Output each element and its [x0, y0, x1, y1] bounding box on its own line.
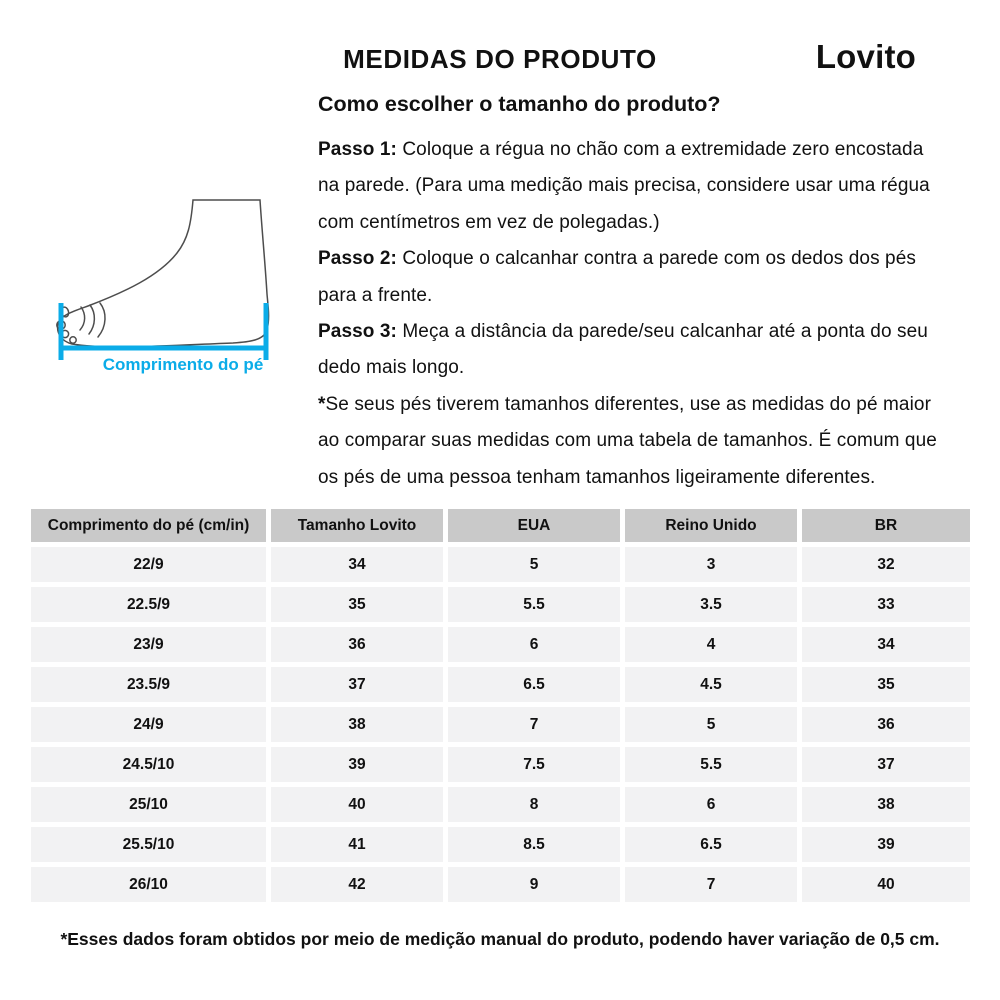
cell: 7: [448, 707, 620, 742]
page-title: MEDIDAS DO PRODUTO: [343, 44, 657, 74]
cell: 35: [802, 667, 970, 702]
cell: 5: [625, 707, 797, 742]
cell: 5: [448, 547, 620, 582]
guide-section: [318, 92, 946, 496]
cell: 23/9: [31, 627, 266, 662]
step-2-label: Passo 2:: [318, 248, 397, 270]
cell: 38: [271, 707, 443, 742]
cell: 7: [625, 867, 797, 902]
cell: 40: [271, 787, 443, 822]
col-header-us: EUA: [448, 509, 620, 542]
table-row: [31, 827, 970, 862]
cell: 36: [802, 707, 970, 742]
cell: 25/10: [31, 787, 266, 822]
table-row: [31, 867, 970, 902]
step-2-text: Coloque o calcanhar contra a parede com os dedos dos pés para a frente.: [318, 248, 916, 306]
cell: 32: [802, 547, 970, 582]
cell: 22.5/9: [31, 587, 266, 622]
step-2: [318, 241, 946, 314]
table-row: [31, 787, 970, 822]
cell: 24.5/10: [31, 747, 266, 782]
cell: 26/10: [31, 867, 266, 902]
size-table: [26, 504, 975, 907]
cell: 25.5/10: [31, 827, 266, 862]
guide-heading: Como escolher o tamanho do produto?: [318, 92, 721, 116]
cell: 3: [625, 547, 797, 582]
cell: 23.5/9: [31, 667, 266, 702]
step-3-label: Passo 3:: [318, 321, 397, 343]
cell: 22/9: [31, 547, 266, 582]
cell: 4: [625, 627, 797, 662]
cell: 5.5: [448, 587, 620, 622]
cell: 36: [271, 627, 443, 662]
foot-outline: [57, 200, 269, 347]
cell: 3.5: [625, 587, 797, 622]
col-header-lovito-size: Tamanho Lovito: [271, 509, 443, 542]
cell: 8.5: [448, 827, 620, 862]
sizing-note-text: Se seus pés tiverem tamanhos diferentes, use as medidas do pé maior ao comparar suas medidas com uma tabela de tamanhos. É comum que os pés de uma pessoa tenham tamanhos ligeiramente diferentes.: [318, 393, 937, 488]
cell: 4.5: [625, 667, 797, 702]
cell: 38: [802, 787, 970, 822]
col-header-uk: Reino Unido: [625, 509, 797, 542]
cell: 6.5: [625, 827, 797, 862]
cell: 24/9: [31, 707, 266, 742]
cell: 5.5: [625, 747, 797, 782]
foot-length-label: Comprimento do pé: [102, 355, 264, 374]
table-row: [31, 667, 970, 702]
cell: 41: [271, 827, 443, 862]
cell: 39: [802, 827, 970, 862]
table-row: [31, 587, 970, 622]
cell: 7.5: [448, 747, 620, 782]
size-table-head: [31, 509, 970, 542]
cell: 9: [448, 867, 620, 902]
step-1-label: Passo 1:: [318, 139, 397, 160]
lovito-logo: Lovito: [815, 38, 916, 75]
cell: 40: [802, 867, 970, 902]
sizing-note-asterisk: *: [318, 393, 326, 415]
cell: 33: [802, 587, 970, 622]
step-1-text: Coloque a régua no chão com a extremidade zero encostada na parede. (Para uma medição mais precisa, considere usar uma régua com centímetros em vez de polegadas.): [318, 139, 930, 233]
header-row: [31, 509, 970, 542]
step-3-text: Meça a distância da parede/seu calcanhar até a ponta do seu dedo mais longo.: [318, 321, 928, 379]
cell: 35: [271, 587, 443, 622]
table-row: [31, 747, 970, 782]
table-row: [31, 627, 970, 662]
foot-diagram: [28, 186, 278, 364]
cell: 42: [271, 867, 443, 902]
cell: 6: [625, 787, 797, 822]
col-header-foot-length: Comprimento do pé (cm/in): [31, 509, 266, 542]
cell: 34: [271, 547, 443, 582]
measurement-disclaimer: *Esses dados foram obtidos por meio de medição manual do produto, podendo haver variação de 0,5 cm.: [60, 929, 940, 949]
cell: 37: [271, 667, 443, 702]
step-1: [318, 132, 946, 241]
cell: 39: [271, 747, 443, 782]
cell: 6: [448, 627, 620, 662]
cell: 6.5: [448, 667, 620, 702]
table-row: [31, 547, 970, 582]
sizing-note: [318, 387, 946, 496]
table-row: [31, 707, 970, 742]
cell: 34: [802, 627, 970, 662]
col-header-br: BR: [802, 509, 970, 542]
cell: 37: [802, 747, 970, 782]
cell: 8: [448, 787, 620, 822]
step-3: [318, 314, 946, 387]
size-table-body: [31, 547, 970, 902]
